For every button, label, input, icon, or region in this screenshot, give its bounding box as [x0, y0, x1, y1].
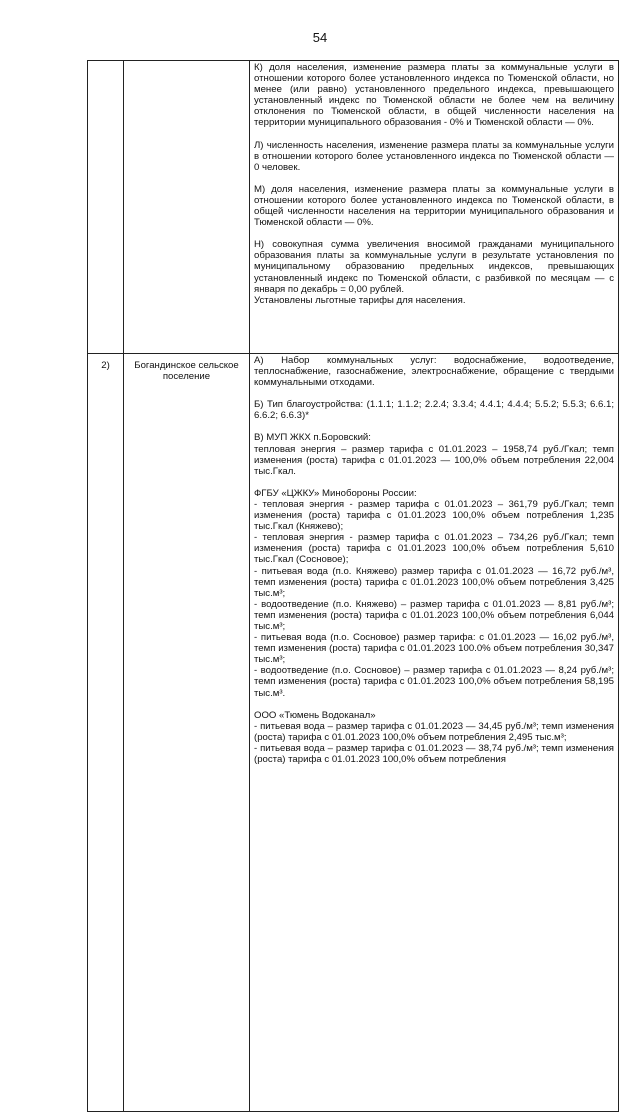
row-number: 2)	[88, 354, 124, 1112]
municipality-name: Богандинское сельское поселение	[124, 354, 250, 1112]
description-cell	[250, 354, 619, 1112]
description-cell-continuation	[250, 61, 619, 354]
tariff-line: - тепловая энергия - размер тарифа с 01.01.2023 – 361,79 руб./Гкал; темп изменения (роста) тарифа с 01.01.2023 100,0% объем потребления 1,235 тыс.Гкал (Княжево);	[254, 498, 614, 533]
municipality-name-cell-empty	[124, 61, 250, 354]
tariff-line: - питьевая вода (п.о. Княжево) размер тарифа с 01.01.2023 — 16,72 руб./м³, темп изменения (роста) тарифа с 01.01.2023 100,0% объем потребления 3,425 тыс.м³;	[254, 565, 614, 599]
table-row-continuation	[88, 61, 619, 354]
tariff-line: тепловая энергия – размер тарифа с 01.01.2023 – 1958,74 руб./Гкал; темп изменения (роста) тарифа с 01.01.2023 — 100,0% объем потребления 22,004 тыс.Гкал.	[254, 443, 614, 477]
utility-services-set: А) Набор коммунальных услуг: водоснабжение, водоотведение, теплоснабжение, газоснабжение, электроснабжение, обращение с твердыми коммунальными отходами.	[254, 355, 614, 389]
tariff-line: - питьевая вода (п.о. Сосновое) размер тарифа: с 01.01.2023 — 16,02 руб./м³, темп изменения (роста) тарифа с 01.01.2023 100.0% объем потребления 30,347 тыс.м³;	[254, 632, 614, 666]
paragraph-k: К) доля населения, изменение размера платы за коммунальные услуги в отношении которого более установленного индекса по Тюменской области, но менее (или равно) установленного предельного индекса, превышающего установленный индекс по Тюменской области не более чем на величину отклонения по Тюменской области, в общей численности населения на территории муниципального образования - 0% и Тюменской области — 0%.	[254, 62, 614, 129]
preferential-tariffs-note: Установлены льготные тарифы для населения.	[254, 294, 466, 306]
row-number-cell-empty	[88, 61, 124, 354]
paragraph-m: М) доля населения, изменение размера платы за коммунальные услуги в отношении которого более установленного индекса по Тюменской области, в общей численности населения на территории муниципального образования и Тюменской области — 0%.	[254, 183, 614, 229]
org-title-fgbu-czhku: ФГБУ «ЦЖКУ» Минобороны России:	[254, 487, 417, 499]
municipal-tariff-table	[87, 60, 619, 1112]
org-title-tyumen-vodokanal: ООО «Тюмень Водоканал»	[254, 709, 376, 721]
org-title-mup-zhkh: В) МУП ЖКХ п.Боровский:	[254, 432, 371, 444]
tariff-line: - питьевая вода – размер тарифа с 01.01.2023 — 34,45 руб./м³; темп изменения (роста) тарифа с 01.01.2023 100,0% объем потребления 2,495 тыс.м³;	[254, 720, 614, 743]
table-row-bogandinskoe	[88, 354, 619, 1112]
tariff-line: - питьевая вода – размер тарифа с 01.01.2023 — 38,74 руб./м³; темп изменения (роста) тарифа с 01.01.2023 100,0% объем потребления	[254, 742, 614, 765]
tariff-line: - тепловая энергия - размер тарифа с 01.01.2023 – 734,26 руб./Гкал; темп изменения (роста) тарифа с 01.01.2023 100,0% объем потребления 5,610 тыс.Гкал (Сосновое);	[254, 532, 614, 566]
paragraph-n: Н) совокупная сумма увеличения вносимой гражданами муниципального образования платы за коммунальные услуги в результате установления по муниципальному образованию предельных индексов, превышающих установленный индекс по Тюменской области, с разбивкой по месяцам — с января по декабрь = 0,00 рублей.	[254, 239, 614, 295]
improvement-type: Б) Тип благоустройства: (1.1.1; 1.1.2; 2.2.4; 3.3.4; 4.4.1; 4.4.4; 5.5.2; 5.5.3; 6.6.1; 6.6.2; 6.6.3)*	[254, 399, 614, 422]
paragraph-l: Л) численность населения, изменение размера платы за коммунальные услуги в отношении которого более установленного индекса по Тюменской области — 0 человек.	[254, 139, 614, 173]
tariff-line: - водоотведение (п.о. Княжево) – размер тарифа с 01.01.2023 — 8,81 руб./м³; темп изменения (роста) тарифа с 01.01.2023 100,0% объем потребления 6,044 тыс.м³;	[254, 598, 614, 632]
page-number: 54	[312, 30, 328, 45]
tariff-line: - водоотведение (п.о. Сосновое) – размер тарифа с 01.01.2023 — 8,24 руб./м³; темп изменения (роста) тарифа с 01.01.2023 100,0% объем потребления 58,195 тыс.м³.	[254, 665, 614, 699]
description-content	[254, 355, 614, 1110]
